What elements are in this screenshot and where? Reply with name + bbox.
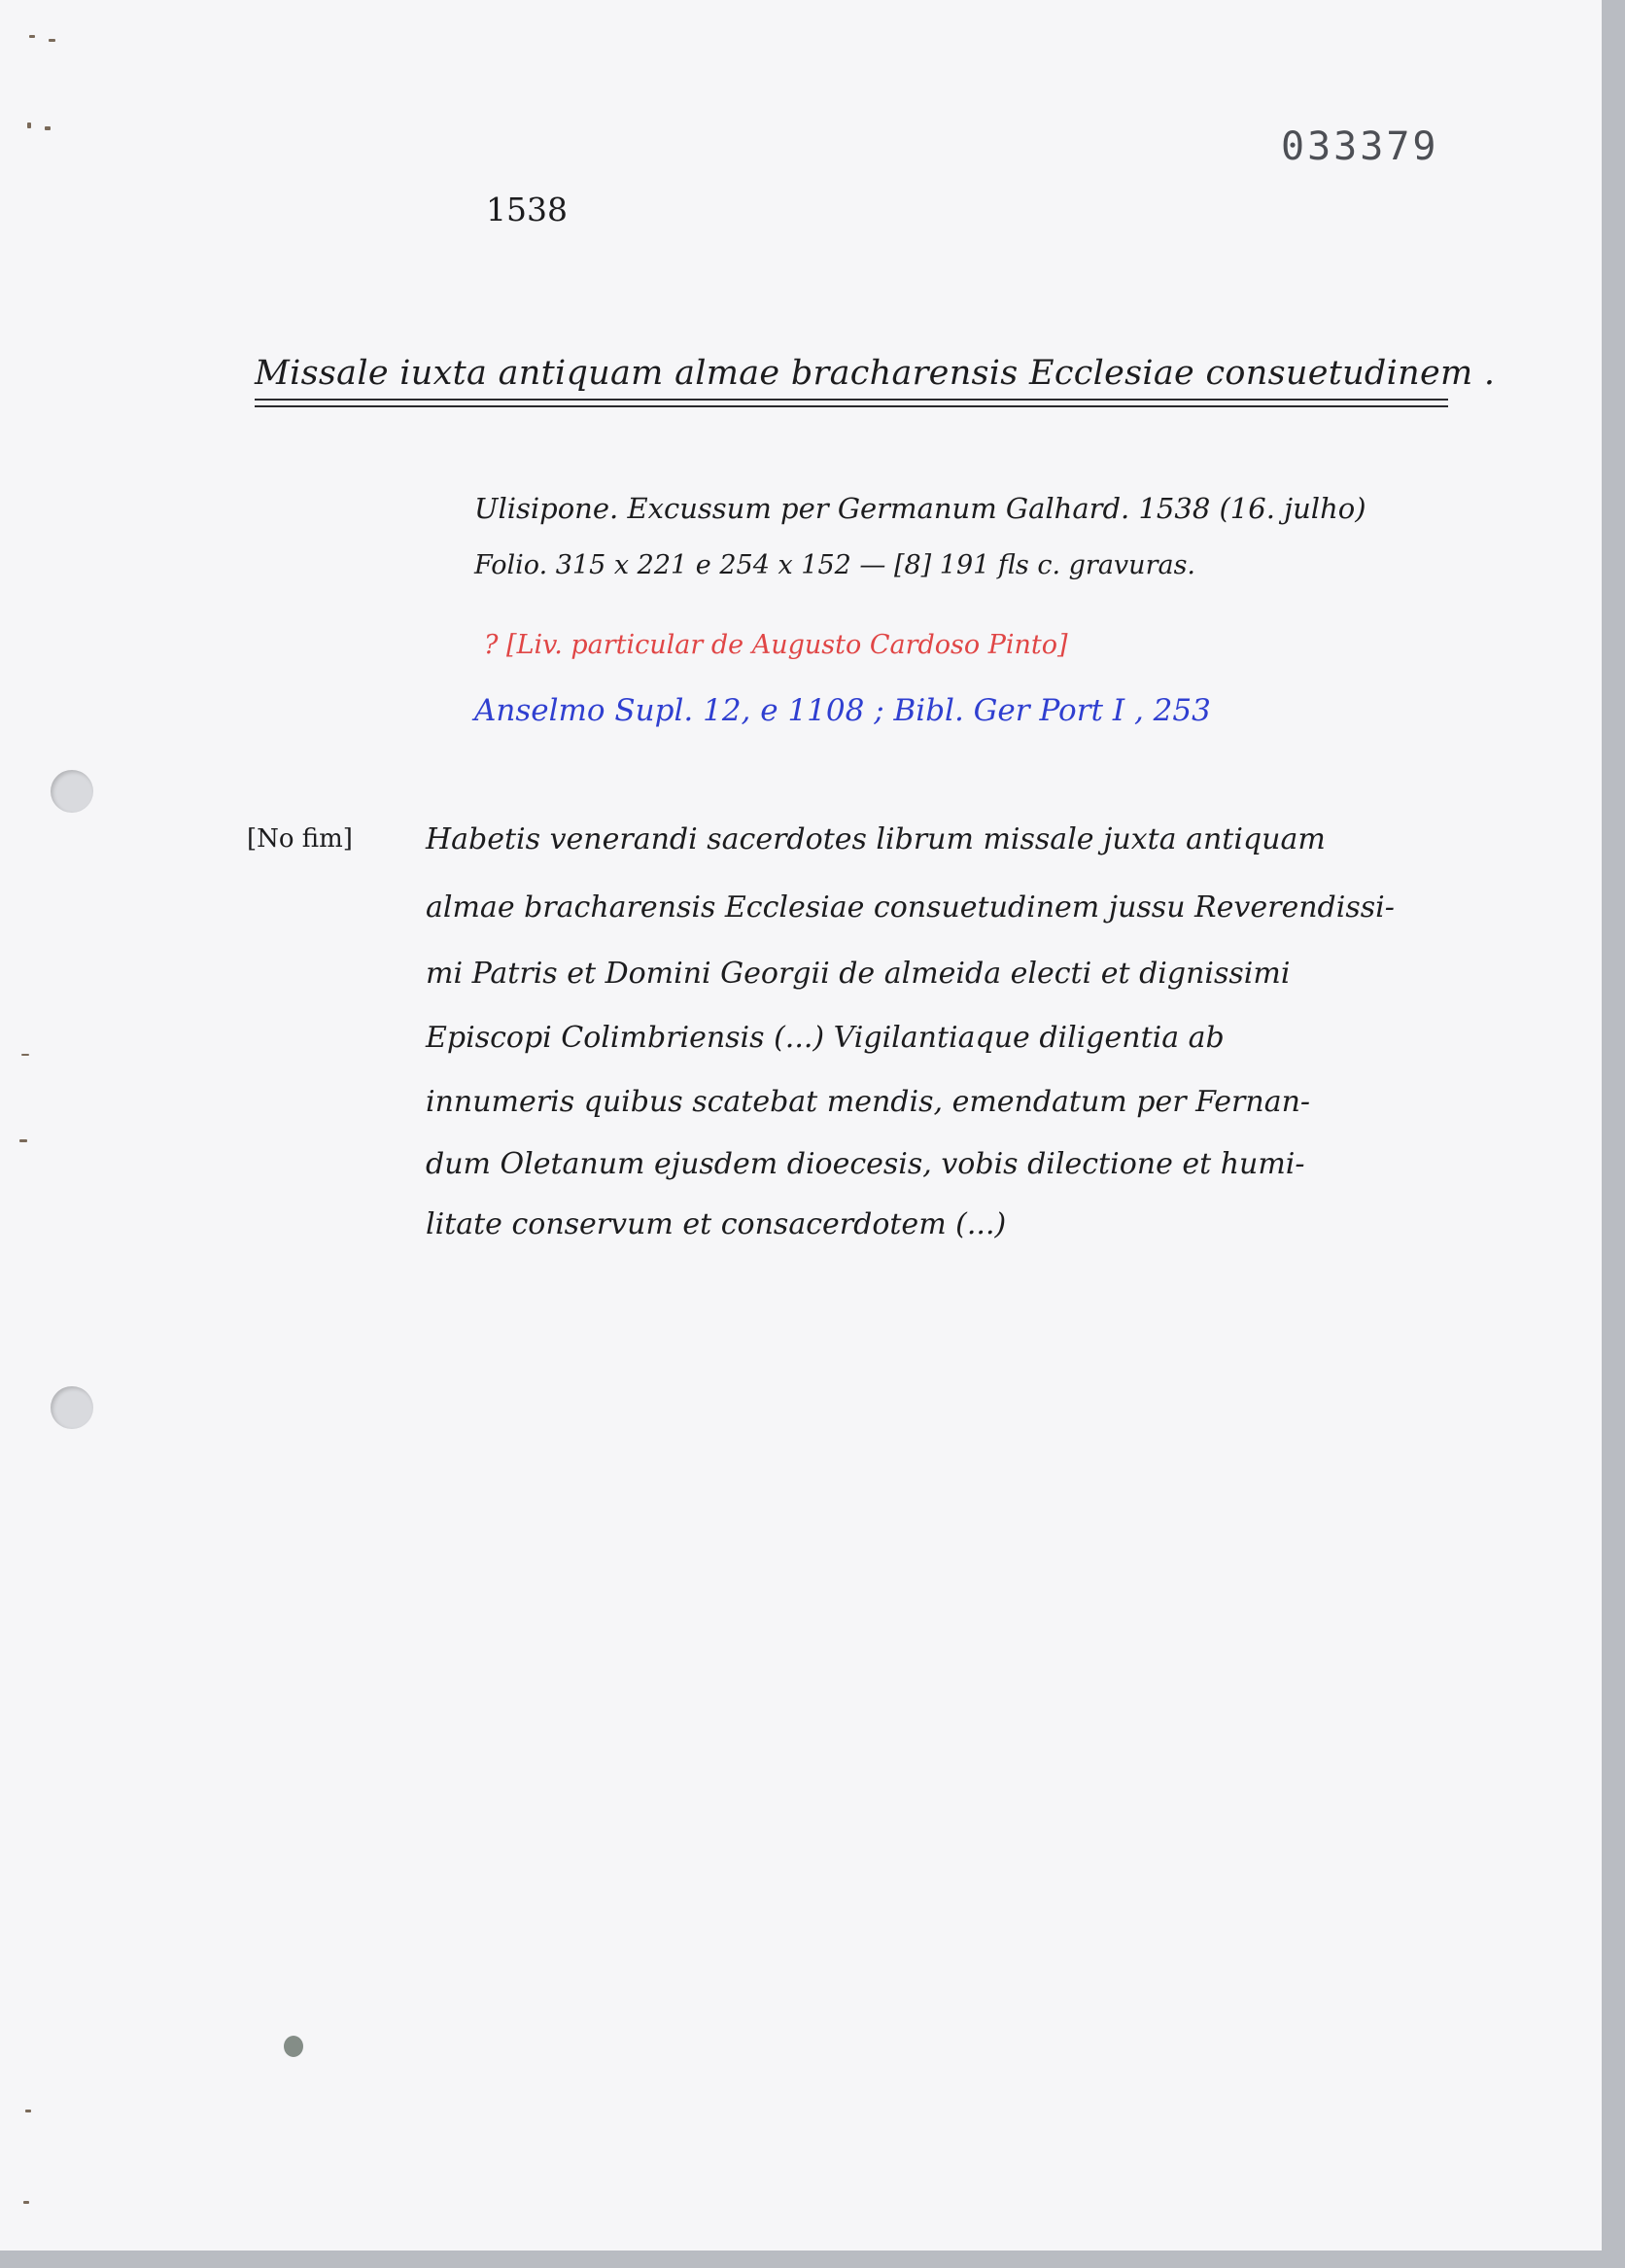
note-label: [No fim] [247, 824, 353, 854]
imprint-line: Ulisipone. Excussum per Germanum Galhard. 1538 (16. julho) [474, 492, 1366, 525]
title-underline [255, 399, 1448, 401]
colophon-line: mi Patris et Domini Georgii de almeida electi et dignissimi [426, 957, 1291, 991]
provenance-note: ? [Liv. particular de Augusto Cardoso Pinto] [484, 630, 1068, 660]
margin-speck [29, 35, 35, 38]
ink-blot [284, 2036, 303, 2057]
colophon-line: dum Oletanum ejusdem dioecesis, vobis dilectione et humi- [426, 1147, 1305, 1181]
colophon-line: Episcopi Colimbriensis (...) Vigilantiaque diligentia ab [426, 1021, 1225, 1055]
margin-speck [19, 1139, 27, 1142]
margin-speck [49, 39, 55, 42]
margin-speck [27, 122, 31, 128]
colophon-line: almae bracharensis Ecclesiae consuetudinem jussu Reverendissi- [426, 890, 1395, 925]
margin-speck [45, 126, 51, 130]
colophon-line: Habetis venerandi sacerdotes librum missale juxta antiquam [426, 822, 1326, 856]
margin-speck [21, 1054, 29, 1056]
margin-speck [25, 2110, 31, 2112]
title-underline-second [255, 405, 1448, 407]
colophon-line: innumeris quibus scatebat mendis, emendatum per Fernan- [426, 1085, 1311, 1119]
publication-year: 1538 [486, 191, 568, 228]
bibliographic-references: Anselmo Supl. 12, e 1108 ; Bibl. Ger Port I , 253 [474, 693, 1211, 728]
collation-line: Folio. 315 x 221 e 254 x 152 — [8] 191 fls c. gravuras. [474, 550, 1196, 580]
book-title: Missale iuxta antiquam almae bracharensis Ecclesiae consuetudinem . [255, 354, 1496, 393]
punch-hole-top [51, 770, 93, 813]
colophon-line: litate conservum et consacerdotem (...) [426, 1207, 1007, 1241]
margin-speck [23, 2201, 29, 2204]
punch-hole-bottom [51, 1386, 93, 1429]
catalog-number-stamp: 033379 [1281, 124, 1439, 169]
